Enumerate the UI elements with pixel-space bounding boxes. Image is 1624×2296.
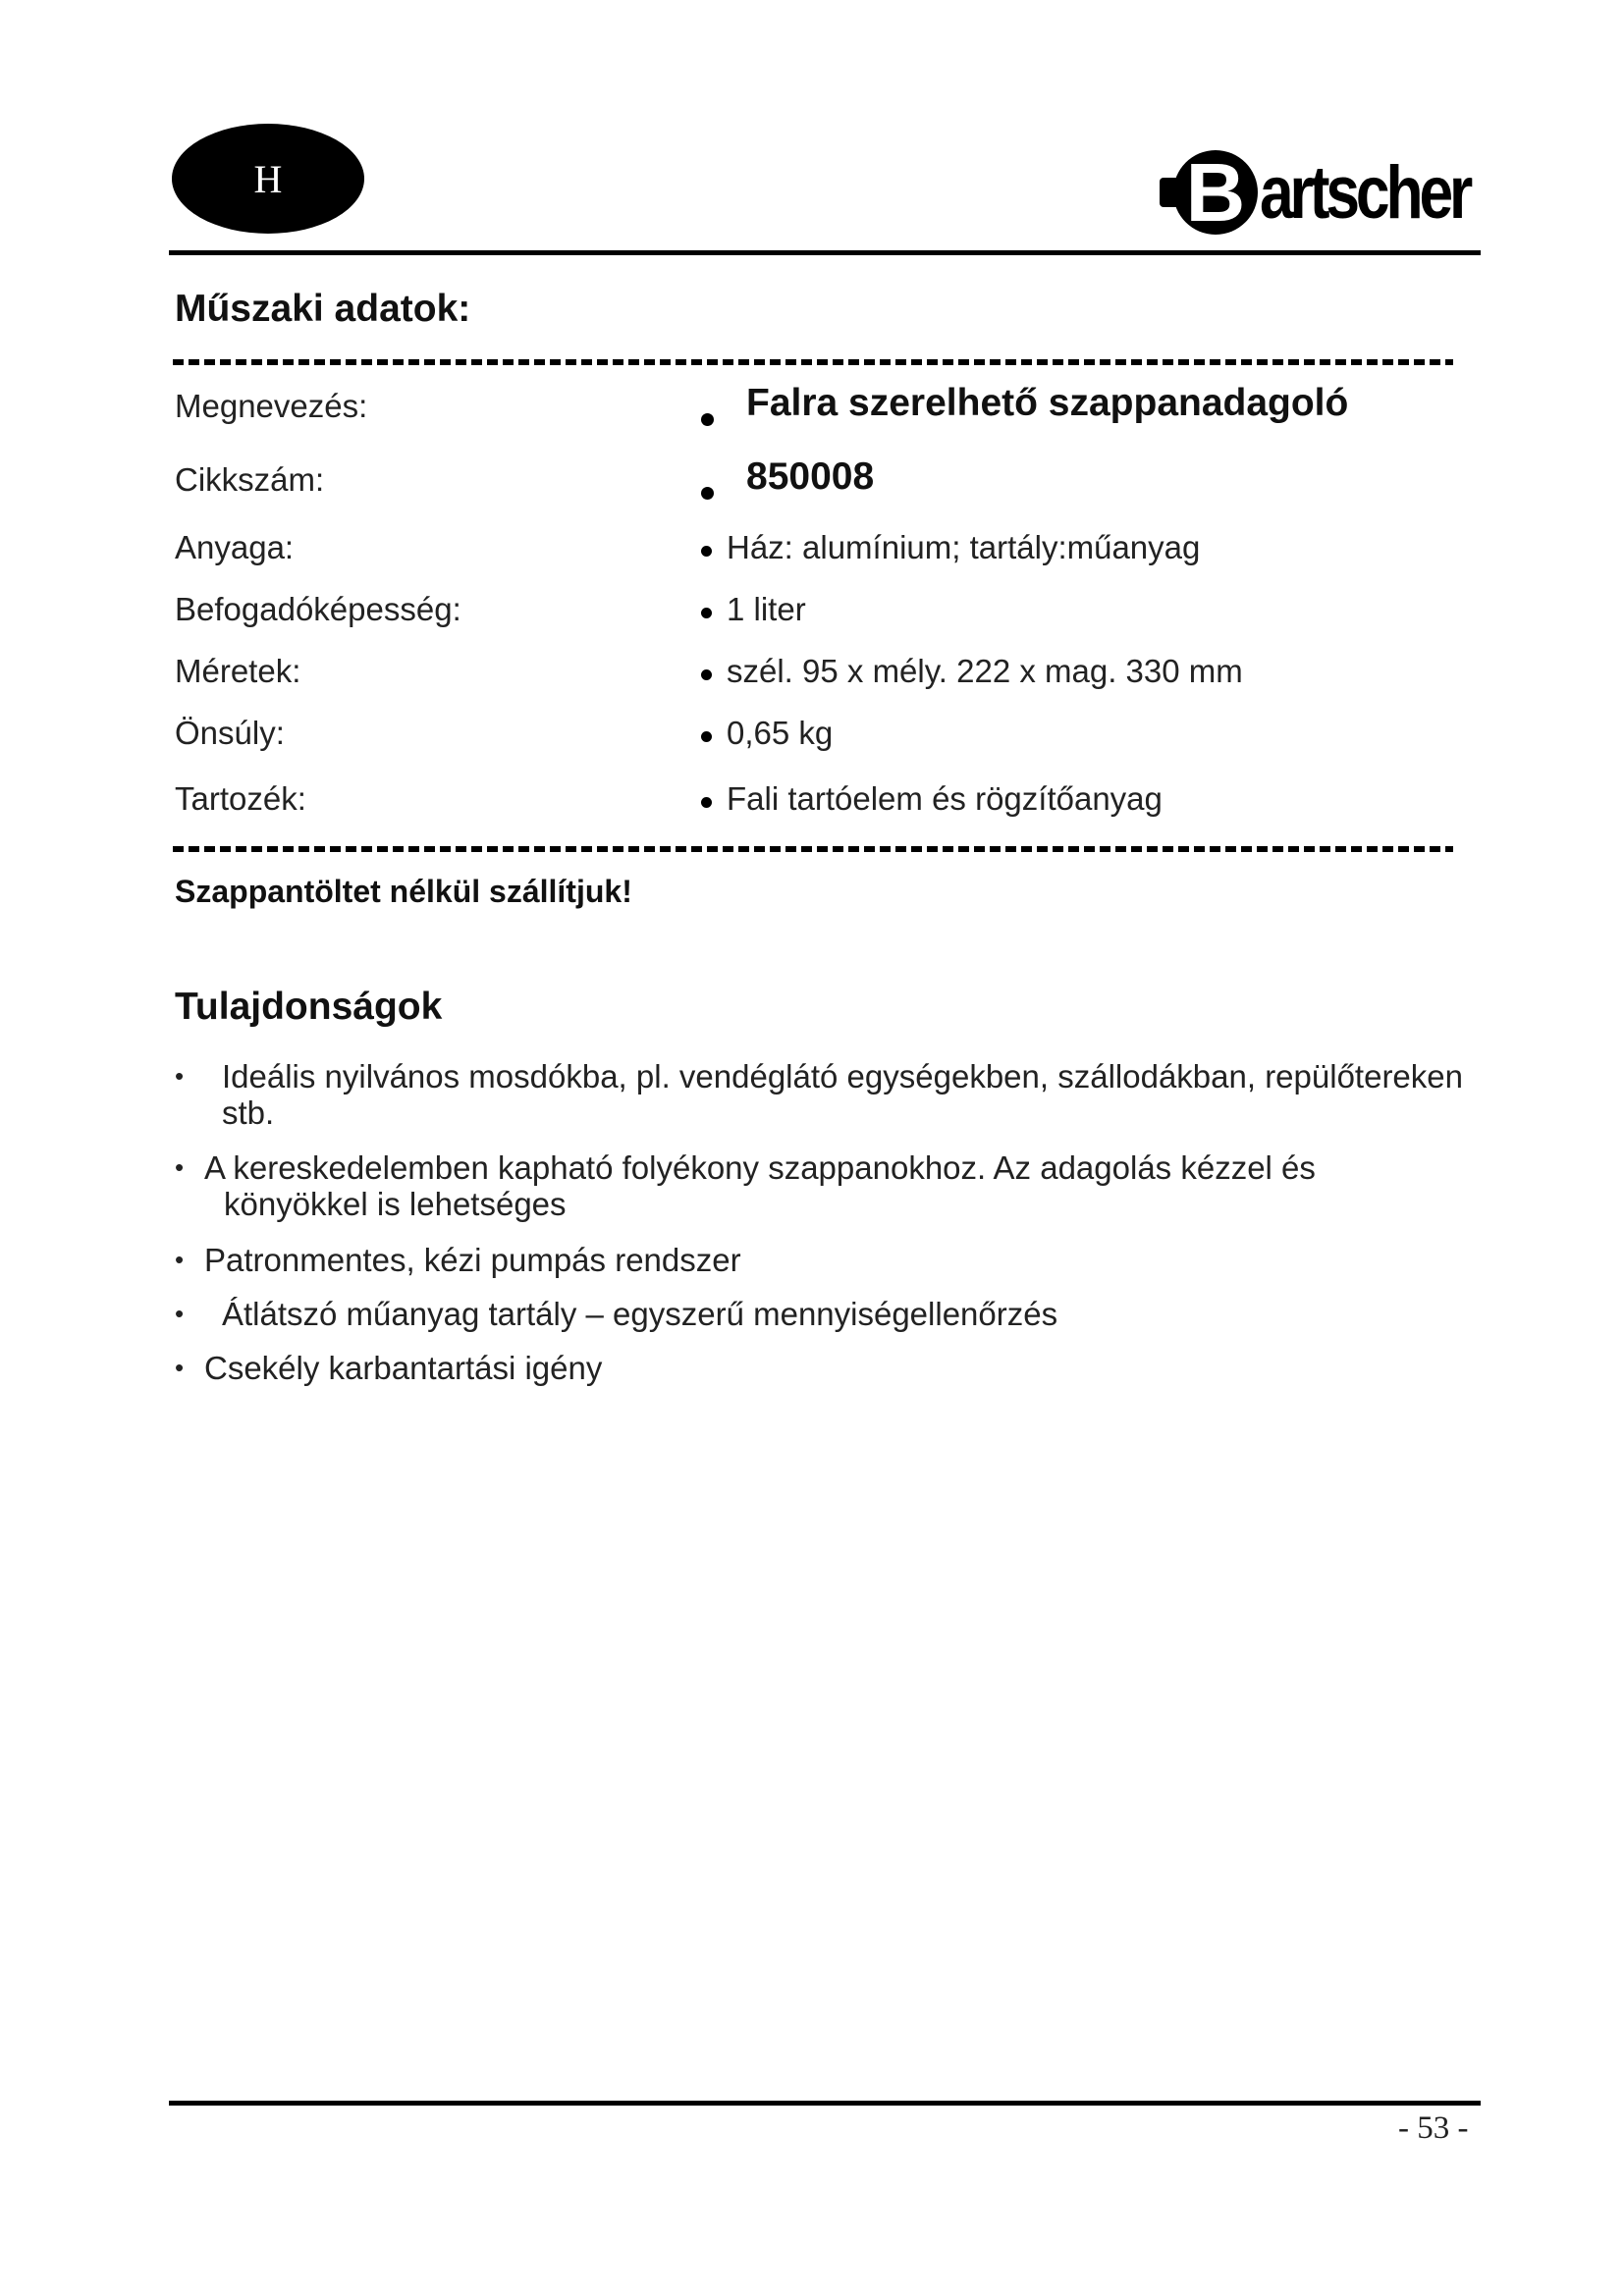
bullet-icon: • <box>175 1061 185 1091</box>
logo-mark: B <box>1173 150 1258 235</box>
feature-item <box>175 1296 1490 1335</box>
language-badge <box>172 124 364 234</box>
feature-text-line: A kereskedelemben kapható folyékony szappanokhoz. Az adagolás kézzel és <box>204 1149 1316 1186</box>
bullet-icon <box>701 413 714 426</box>
logo-text: artscher <box>1260 150 1470 235</box>
spec-row-name <box>175 382 1471 437</box>
feature-text-line: Csekély karbantartási igény <box>204 1350 603 1386</box>
feature-item <box>175 1149 1490 1228</box>
spec-row-dimensions <box>175 653 1471 702</box>
feature-text-line: könyökkel is lehetséges <box>224 1186 567 1222</box>
feature-item <box>175 1058 1490 1137</box>
bartscher-logo <box>1173 147 1515 238</box>
language-badge-label: H <box>253 156 283 201</box>
bullet-icon <box>701 546 712 557</box>
spec-label: Tartozék: <box>175 780 306 817</box>
spec-label: Anyaga: <box>175 529 295 565</box>
spec-value: 1 liter <box>727 591 806 627</box>
spec-row-article-number <box>175 455 1471 510</box>
properties-heading: Tulajdonságok <box>175 986 443 1028</box>
feature-text-line: Patronmentes, kézi pumpás rendszer <box>204 1242 741 1278</box>
spec-label: Önsúly: <box>175 715 285 751</box>
spec-value: szél. 95 x mély. 222 x mag. 330 mm <box>727 653 1243 689</box>
dashed-separator-bottom <box>173 846 1453 852</box>
delivery-notice: Szappantöltet nélkül szállítjuk! <box>175 874 632 909</box>
spec-value: 850008 <box>746 455 875 498</box>
spec-row-capacity <box>175 591 1471 640</box>
spec-value: Falra szerelhető szappanadagoló <box>746 382 1349 424</box>
spec-row-weight <box>175 715 1471 764</box>
feature-text-line: stb. <box>222 1095 275 1131</box>
feature-item <box>175 1350 1490 1389</box>
spec-value: Ház: alumínium; tartály:műanyag <box>727 529 1201 565</box>
bullet-icon <box>701 487 714 500</box>
feature-text-line: Átlátszó műanyag tartály – egyszerű mennyiségellenőrzés <box>222 1296 1058 1332</box>
spec-value: 0,65 kg <box>727 715 834 751</box>
page-number: - 53 - <box>1398 2110 1469 2146</box>
spec-label: Megnevezés: <box>175 388 368 424</box>
bullet-icon: • <box>175 1152 185 1182</box>
feature-item <box>175 1242 1490 1281</box>
header-rule <box>169 250 1481 255</box>
bullet-icon <box>701 797 712 808</box>
spec-label: Cikkszám: <box>175 461 325 498</box>
bullet-icon: • <box>175 1299 185 1328</box>
spec-row-material <box>175 529 1471 578</box>
bullet-icon <box>701 731 712 742</box>
dashed-separator-top <box>173 359 1453 365</box>
bullet-icon: • <box>175 1245 185 1274</box>
bullet-icon <box>701 669 712 680</box>
technical-data-heading: Műszaki adatok: <box>175 288 471 330</box>
spec-label: Befogadóképesség: <box>175 591 461 627</box>
spec-label: Méretek: <box>175 653 301 689</box>
feature-text-line: Ideális nyilvános mosdókba, pl. vendéglátó egységekben, szállodákban, repülőtereken <box>222 1058 1463 1095</box>
footer-rule <box>169 2101 1481 2106</box>
spec-value: Fali tartóelem és rögzítőanyag <box>727 780 1163 817</box>
spec-row-accessories <box>175 780 1471 829</box>
bullet-icon: • <box>175 1353 185 1382</box>
bullet-icon <box>701 608 712 618</box>
